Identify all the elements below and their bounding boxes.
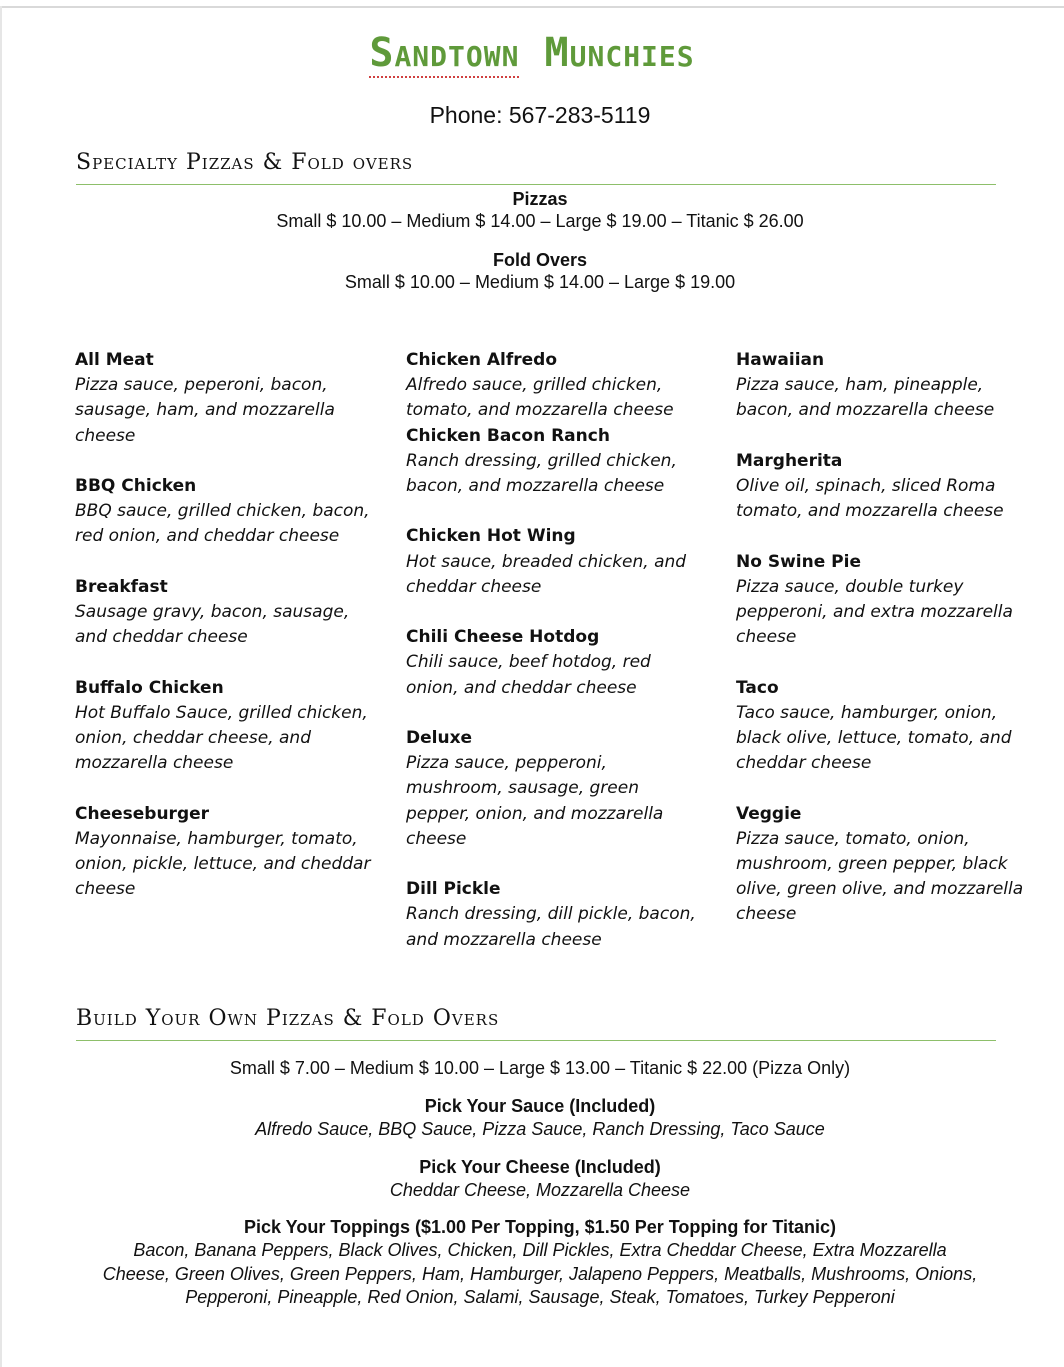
menu-item-description: Ranch dressing, dill pickle, bacon, and mozzarella cheese — [406, 904, 696, 950]
menu-item-name: Chicken Hot Wing — [406, 526, 576, 547]
menu-item-name: Cheeseburger — [75, 803, 210, 824]
menu-item-name: No Swine Pie — [736, 551, 861, 572]
cheese-options: Cheddar Cheese, Mozzarella Cheese — [389, 1180, 691, 1200]
menu-item-description: Mayonnaise, hamburger, tomato, onion, pickle, lettuce, and cheddar cheese — [75, 828, 371, 900]
menu-item — [406, 877, 706, 953]
sauce-label: Pick Your Sauce (Included) — [424, 1096, 656, 1116]
menu-column-2 — [406, 348, 706, 978]
foldovers-prices: Small $ 10.00 – Medium $ 14.00 – Large $ 19.00 — [344, 272, 736, 292]
menu-item-name: Deluxe — [406, 728, 473, 748]
menu-item-description: Pizza sauce, double turkey pepperoni, and extra mozzarella cheese — [736, 576, 1013, 648]
cheese-label: Pick Your Cheese (Included) — [419, 1157, 661, 1177]
specialty-divider — [76, 184, 996, 185]
menu-item-name: Breakfast — [75, 576, 168, 597]
menu-item-description: Sausage gravy, bacon, sausage, and cheddar cheese — [75, 602, 350, 648]
sauce-options: Alfredo Sauce, BBQ Sauce, Pizza Sauce, Ranch Dressing, Taco Sauce — [255, 1119, 825, 1139]
menu-item-description: Ranch dressing, grilled chicken, bacon, and mozzarella cheese — [406, 450, 677, 497]
menu-item-name: Taco — [736, 677, 779, 698]
specialty-section-title: Specialty Pizzas & Fold overs — [76, 150, 414, 175]
menu-item-name: Hawaiian — [736, 350, 825, 370]
menu-item-description: Taco sauce, hamburger, onion, black olive, lettuce, tomato, and cheddar cheese — [736, 702, 1012, 774]
toppings-line-1: Bacon, Banana Peppers, Black Olives, Chicken, Dill Pickles, Extra Cheddar Cheese, Extra Mozzarella — [133, 1240, 947, 1260]
menu-item — [736, 550, 1036, 651]
menu-item-name: Chicken Bacon Ranch — [406, 425, 610, 446]
menu-item-name: Chili Cheese Hotdog — [406, 627, 600, 648]
page-top-border — [0, 6, 1064, 8]
menu-item — [75, 676, 375, 777]
menu-item — [406, 625, 706, 701]
build-divider — [76, 1040, 996, 1041]
toppings-label: Pick Your Toppings ($1.00 Per Topping, $1.50 Per Topping for Titanic) — [243, 1217, 837, 1237]
menu-item — [406, 424, 706, 500]
menu-item — [736, 449, 1036, 525]
menu-item-name: Veggie — [736, 803, 802, 824]
menu-column-1 — [75, 348, 375, 928]
menu-item-description: Hot Buffalo Sauce, grilled chicken, onion, cheddar cheese, and mozzarella cheese — [75, 702, 368, 774]
menu-item-name: Chicken Alfredo — [406, 350, 558, 370]
restaurant-title — [0, 30, 1064, 76]
menu-item-name: Buffalo Chicken — [75, 677, 224, 698]
menu-item — [75, 348, 375, 449]
menu-item-description: Chili sauce, beef hotdog, red onion, and cheddar cheese — [406, 652, 651, 698]
build-prices: Small $ 7.00 – Medium $ 10.00 – Large $ 13.00 – Titanic $ 22.00 (Pizza Only) — [229, 1058, 851, 1078]
menu-item-description: BBQ sauce, grilled chicken, bacon, red onion, and cheddar cheese — [75, 501, 370, 547]
toppings-line-3: Pepperoni, Pineapple, Red Onion, Salami, Sausage, Steak, Tomatoes, Turkey Pepperoni — [185, 1287, 895, 1307]
menu-item — [736, 676, 1036, 777]
menu-item — [75, 575, 375, 651]
foldovers-label: Fold Overs — [492, 250, 588, 270]
menu-item-description: Pizza sauce, ham, pineapple, bacon, and mozzarella cheese — [736, 375, 995, 421]
restaurant-title-word2: Munchies — [544, 30, 695, 76]
build-section-title: Build Your Own Pizzas & Fold Overs — [76, 1006, 500, 1031]
menu-item-description: Alfredo sauce, grilled chicken, tomato, and mozzarella cheese — [406, 375, 674, 421]
menu-item — [736, 802, 1036, 928]
menu-item-name: Margherita — [736, 450, 843, 471]
toppings-line-2: Cheese, Green Olives, Green Peppers, Ham, Hamburger, Jalapeno Peppers, Meatballs, Mushrooms, Onions, — [102, 1264, 978, 1284]
menu-item-name: Dill Pickle — [406, 879, 501, 900]
menu-item — [406, 348, 706, 424]
menu-item-description: Hot sauce, breaded chicken, and cheddar cheese — [406, 551, 687, 597]
phone-number: Phone: 567-283-5119 — [429, 102, 651, 128]
menu-item — [75, 474, 375, 550]
menu-column-3 — [736, 348, 1036, 953]
menu-item — [736, 348, 1036, 424]
menu-item-description: Pizza sauce, tomato, onion, mushroom, green pepper, black olive, green olive, and mozzarella cheese — [736, 828, 1024, 925]
menu-item-name: BBQ Chicken — [75, 476, 197, 496]
menu-item-description: Olive oil, spinach, sliced Roma tomato, and mozzarella cheese — [736, 476, 1004, 522]
menu-item-description: Pizza sauce, peperoni, bacon, sausage, ham, and mozzarella cheese — [75, 375, 335, 446]
pizzas-label: Pizzas — [512, 189, 568, 209]
restaurant-title-word1: Sandtown — [369, 30, 520, 76]
menu-item — [406, 524, 706, 600]
menu-item — [406, 726, 706, 852]
menu-item — [75, 802, 375, 903]
pizzas-prices: Small $ 10.00 – Medium $ 14.00 – Large $ 19.00 – Titanic $ 26.00 — [276, 211, 804, 231]
menu-item-name: All Meat — [75, 350, 154, 370]
menu-item-description: Pizza sauce, pepperoni, mushroom, sausage, green pepper, onion, and mozzarella cheese — [406, 753, 664, 849]
